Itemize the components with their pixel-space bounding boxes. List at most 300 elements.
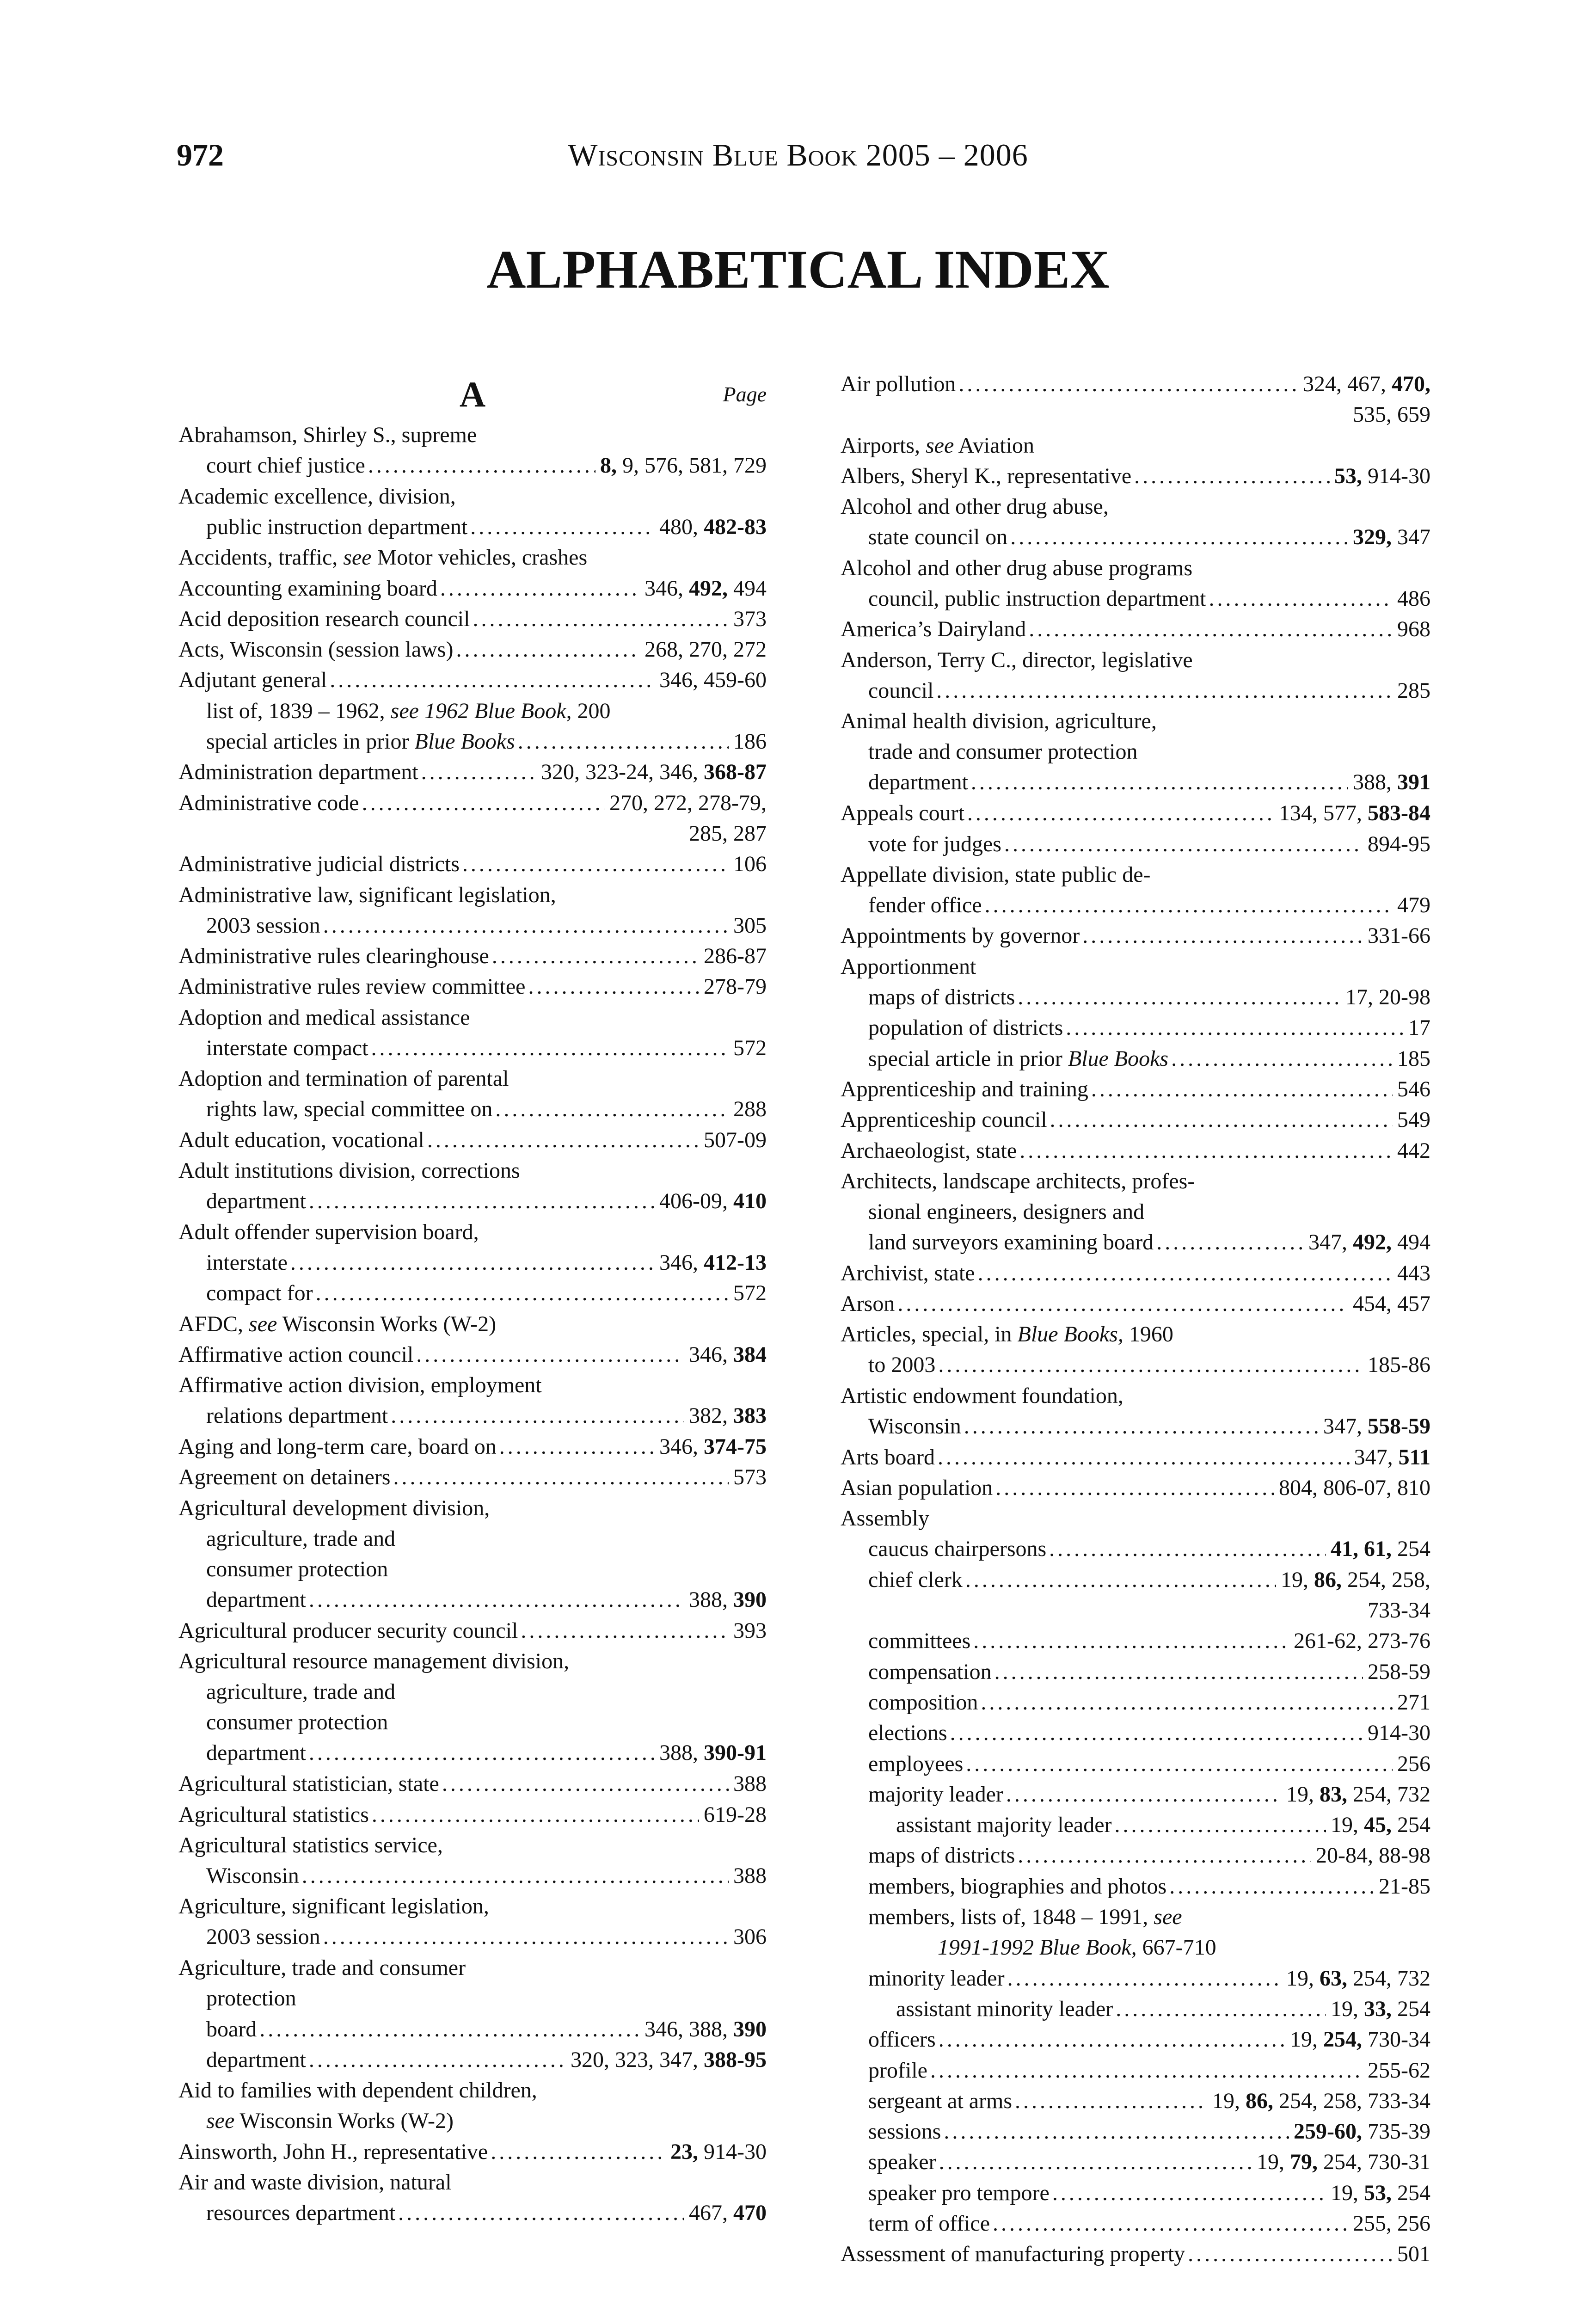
page-refs bbox=[699, 1125, 767, 1156]
entry-label bbox=[206, 1738, 309, 1768]
index-subentry bbox=[841, 982, 1430, 1013]
page-ref: 494 bbox=[728, 576, 767, 601]
entry-text: Administrative judicial districts bbox=[178, 852, 460, 877]
page-ref: 254, 258, bbox=[1342, 1567, 1430, 1592]
entry-label bbox=[178, 1616, 521, 1646]
page-refs bbox=[729, 1462, 767, 1493]
entry-italic-text: 1991-1992 Blue Book, bbox=[938, 1935, 1137, 1960]
page-ref: 254 bbox=[1392, 1996, 1430, 2021]
entry-line bbox=[178, 1125, 767, 1156]
page-refs bbox=[1393, 890, 1430, 921]
entry-line bbox=[841, 369, 1430, 400]
page-ref: 254 bbox=[1392, 1537, 1430, 1562]
entry-line bbox=[178, 1002, 767, 1033]
page-ref: 278-79 bbox=[704, 974, 767, 999]
page-ref: 479 bbox=[1397, 892, 1430, 917]
dot-leader bbox=[473, 604, 729, 634]
entry-line bbox=[841, 1932, 1430, 1963]
entry-line bbox=[841, 1136, 1430, 1166]
entry-text: Agricultural producer security council bbox=[178, 1618, 518, 1643]
page-ref: 480, bbox=[659, 514, 704, 539]
dot-leader bbox=[985, 890, 1393, 921]
dot-leader bbox=[971, 767, 1348, 798]
page-ref: 347, bbox=[1323, 1414, 1368, 1439]
dot-leader bbox=[1169, 1871, 1374, 1902]
entry-label bbox=[841, 1136, 1019, 1166]
dot-leader bbox=[938, 1442, 1350, 1473]
entry-text: Wisconsin bbox=[868, 1414, 961, 1439]
page-ref: 546 bbox=[1397, 1076, 1430, 1101]
page-ref: 21-85 bbox=[1379, 1874, 1430, 1899]
entry-text: Anderson, Terry C., director, legislative bbox=[841, 647, 1193, 672]
index-subentry bbox=[841, 1840, 1430, 1871]
entry-label bbox=[178, 604, 473, 634]
page-ref: 388, bbox=[689, 1587, 733, 1612]
entry-label bbox=[178, 1005, 470, 1030]
entry-line bbox=[841, 1105, 1430, 1135]
entry-line bbox=[178, 1983, 767, 2014]
entry-text: Artistic endowment foundation, bbox=[841, 1383, 1123, 1408]
index-entry bbox=[178, 665, 767, 695]
dot-leader bbox=[1010, 522, 1348, 553]
page-ref: 186 bbox=[733, 729, 767, 754]
entry-label bbox=[206, 726, 518, 757]
dot-leader bbox=[1082, 921, 1363, 951]
page-ref: 19, bbox=[1331, 1813, 1364, 1838]
entry-label bbox=[841, 369, 958, 400]
entry-label bbox=[178, 1158, 520, 1183]
page-ref: 393 bbox=[733, 1618, 767, 1643]
index-entry bbox=[841, 461, 1430, 492]
index-entry bbox=[178, 880, 767, 941]
page-ref: 19, bbox=[1331, 2180, 1364, 2205]
entry-label bbox=[206, 1679, 395, 1704]
index-subentry bbox=[841, 1810, 1430, 1840]
page-refs bbox=[1348, 2208, 1430, 2239]
entry-line bbox=[841, 2178, 1430, 2208]
page-ref-major: 470, bbox=[1392, 372, 1430, 396]
entry-label bbox=[868, 2178, 1052, 2208]
entry-label bbox=[206, 2045, 309, 2075]
dot-leader bbox=[309, 1738, 655, 1768]
entry-text: Appellate division, state public de- bbox=[841, 862, 1151, 887]
page-ref: 254, 732 bbox=[1347, 1966, 1430, 1991]
entry-italic-text: Blue Books bbox=[1068, 1046, 1169, 1071]
index-entry bbox=[841, 1074, 1430, 1105]
dot-leader bbox=[1018, 982, 1341, 1013]
entry-italic-text: see bbox=[206, 2109, 235, 2134]
page-refs bbox=[1350, 1442, 1430, 1473]
entry-text: Architects, landscape architects, profes- bbox=[841, 1168, 1195, 1193]
entry-text: department bbox=[206, 1587, 306, 1612]
index-entry bbox=[841, 1136, 1430, 1166]
entry-label bbox=[178, 573, 440, 604]
index-subentry bbox=[178, 2045, 767, 2075]
dot-leader bbox=[462, 849, 729, 879]
entry-line bbox=[178, 1738, 767, 1768]
index-entry bbox=[841, 492, 1430, 553]
entry-label bbox=[178, 1432, 499, 1462]
page-refs bbox=[1348, 1289, 1430, 1319]
entry-label bbox=[178, 1462, 393, 1493]
page-ref: 286-87 bbox=[704, 944, 767, 969]
dot-leader bbox=[1171, 1044, 1393, 1074]
page-refs bbox=[1393, 1136, 1430, 1166]
entry-label bbox=[206, 2109, 454, 2133]
page-ref-major: 33, bbox=[1364, 1996, 1392, 2021]
index-entry bbox=[841, 706, 1430, 798]
page-ref: 17, 20-98 bbox=[1345, 985, 1430, 1009]
entry-text: Aging and long-term care, board on bbox=[178, 1434, 497, 1459]
page-refs bbox=[1304, 1227, 1430, 1258]
entry-text: rights law, special committee on bbox=[206, 1097, 493, 1122]
index-entry bbox=[178, 1156, 767, 1217]
entry-line bbox=[841, 522, 1430, 553]
page-refs bbox=[729, 1094, 767, 1125]
entry-text: department bbox=[206, 2047, 306, 2072]
entry-text: term of office bbox=[868, 2211, 990, 2236]
entry-text: committees bbox=[868, 1629, 971, 1654]
index-subentry bbox=[178, 1278, 767, 1309]
entry-line bbox=[841, 1963, 1430, 1994]
entry-line bbox=[841, 798, 1430, 829]
index-subentry bbox=[841, 1871, 1430, 1902]
entry-label bbox=[868, 522, 1010, 553]
entry-italic-text: see 1962 Blue Book, bbox=[390, 698, 572, 723]
dot-leader bbox=[1007, 1963, 1282, 1994]
entry-text: Assessment of manufacturing property bbox=[841, 2242, 1185, 2267]
entry-italic-text: Blue Books, bbox=[1017, 1322, 1123, 1347]
entry-text: Adjutant general bbox=[178, 668, 327, 693]
entry-text: Ainsworth, John H., representative bbox=[178, 2139, 488, 2164]
page-ref-major: 384 bbox=[733, 1342, 767, 1367]
entry-label bbox=[868, 1749, 966, 1779]
dot-leader bbox=[994, 1657, 1363, 1687]
entry-line bbox=[178, 420, 767, 450]
page-refs bbox=[1330, 461, 1430, 492]
page-ref: 254, 730-31 bbox=[1318, 2150, 1430, 2175]
entry-line bbox=[178, 1493, 767, 1524]
page-ref: 270, 272, 278-79, bbox=[609, 790, 767, 815]
page-ref: 20-84, 88-98 bbox=[1316, 1843, 1430, 1868]
page-ref: 258-59 bbox=[1368, 1659, 1430, 1684]
entry-line bbox=[178, 880, 767, 910]
page-ref: 254 bbox=[1392, 2180, 1430, 2205]
entry-text: speaker bbox=[868, 2150, 936, 2175]
entry-label bbox=[178, 1312, 496, 1336]
entry-label bbox=[178, 1373, 542, 1397]
entry-text: to 2003 bbox=[868, 1353, 936, 1377]
dot-leader bbox=[309, 1186, 655, 1217]
entry-label bbox=[841, 1258, 978, 1289]
entry-text: agriculture, trade and bbox=[206, 1679, 396, 1704]
page-ref: 347, bbox=[1308, 1230, 1353, 1254]
entry-text: America’s Dairyland bbox=[841, 617, 1026, 642]
entry-text: Agriculture, significant legislation, bbox=[178, 1894, 489, 1919]
entry-text: Apprenticeship council bbox=[841, 1107, 1047, 1132]
entry-line bbox=[178, 1340, 767, 1370]
entry-label bbox=[206, 2198, 398, 2228]
index-subentry bbox=[841, 1013, 1430, 1043]
index-entry bbox=[178, 2167, 767, 2228]
entry-text: fender office bbox=[868, 892, 982, 917]
entry-text: Agriculture, trade and consumer bbox=[178, 1955, 466, 1980]
entry-label bbox=[178, 788, 362, 818]
dot-leader bbox=[1209, 584, 1393, 614]
entry-text: Alcohol and other drug abuse, bbox=[841, 494, 1109, 519]
entry-text: AFDC, bbox=[178, 1311, 249, 1336]
dot-leader bbox=[259, 2014, 640, 2045]
index-entry bbox=[841, 2239, 1430, 2269]
entry-line bbox=[178, 726, 767, 757]
entry-text: Aid to families with dependent children, bbox=[178, 2078, 537, 2103]
index-subentry bbox=[841, 829, 1430, 860]
entry-text: Agricultural statistician, state bbox=[178, 1771, 439, 1796]
entry-text: elections bbox=[868, 1721, 947, 1746]
entry-text: sessions bbox=[868, 2119, 941, 2144]
entry-text: maps of districts bbox=[868, 1843, 1015, 1868]
entry-line bbox=[841, 2055, 1430, 2086]
entry-line bbox=[841, 461, 1430, 492]
page-ref: 572 bbox=[733, 1035, 767, 1060]
entry-label bbox=[868, 2086, 1015, 2116]
entry-line bbox=[178, 1432, 767, 1462]
index-subentry bbox=[841, 1718, 1430, 1748]
entry-text: Agricultural statistics service, bbox=[178, 1832, 443, 1857]
page-refs bbox=[640, 573, 767, 604]
entry-text: consumer protection bbox=[206, 1556, 388, 1581]
page-ref-major: 410 bbox=[733, 1189, 767, 1214]
page-refs bbox=[1326, 1810, 1430, 1840]
index-title: ALPHABETICAL INDEX bbox=[486, 239, 1110, 300]
entry-line bbox=[841, 1565, 1430, 1595]
entry-line bbox=[841, 2116, 1430, 2147]
page-ref: 254, 732 bbox=[1347, 1782, 1430, 1807]
entry-line bbox=[178, 2137, 767, 2167]
page-refs bbox=[684, 1340, 767, 1370]
index-entry bbox=[178, 1217, 767, 1278]
dot-leader bbox=[936, 676, 1393, 706]
page-refs bbox=[1285, 2024, 1430, 2055]
page-refs bbox=[1393, 1105, 1430, 1135]
page-refs bbox=[1282, 1779, 1430, 1810]
dot-leader bbox=[995, 1473, 1274, 1503]
entry-text: Motor vehicles, crashes bbox=[371, 545, 588, 570]
index-subentry bbox=[841, 1044, 1430, 1074]
dot-leader bbox=[930, 2055, 1363, 2086]
page-refs bbox=[1393, 614, 1430, 645]
page-ref-major: 53, bbox=[1334, 463, 1363, 488]
index-subentry bbox=[841, 1657, 1430, 1687]
entry-label bbox=[868, 1411, 964, 1442]
entry-label bbox=[841, 954, 976, 979]
entry-text: resources department bbox=[206, 2201, 396, 2226]
entry-text: employees bbox=[868, 1751, 964, 1776]
entry-text: Accidents, traffic, bbox=[178, 545, 344, 570]
dot-leader bbox=[309, 2045, 566, 2075]
dot-leader bbox=[518, 726, 729, 757]
entry-label bbox=[206, 699, 611, 723]
entry-line bbox=[841, 921, 1430, 951]
entry-label bbox=[178, 1833, 443, 1857]
entry-text: Air pollution bbox=[841, 372, 956, 396]
entry-line bbox=[841, 1227, 1430, 1258]
entry-label bbox=[841, 2239, 1188, 2269]
dot-leader bbox=[993, 2208, 1348, 2239]
page-refs bbox=[1208, 2086, 1430, 2116]
entry-text: interstate compact bbox=[206, 1035, 368, 1060]
entry-label bbox=[178, 1496, 490, 1520]
page-refs bbox=[729, 1033, 767, 1064]
page-refs bbox=[1298, 369, 1430, 400]
entry-label bbox=[868, 1657, 994, 1687]
page-refs bbox=[1289, 2116, 1430, 2147]
index-entry bbox=[178, 1769, 767, 1799]
index-entry bbox=[841, 1442, 1430, 1473]
index-entry bbox=[841, 1473, 1430, 1503]
dot-leader bbox=[372, 1800, 699, 1830]
entry-line bbox=[178, 1524, 767, 1554]
page-ref-major: 388-95 bbox=[704, 2047, 767, 2072]
entry-label bbox=[178, 972, 528, 1002]
page-ref: 271 bbox=[1397, 1690, 1430, 1715]
index-subentry bbox=[841, 1687, 1430, 1718]
entry-line bbox=[178, 1217, 767, 1248]
page-ref-major: 63, bbox=[1320, 1966, 1347, 1991]
entry-line bbox=[841, 430, 1430, 461]
page-ref: 254, 258, 733-34 bbox=[1273, 2088, 1430, 2113]
entry-label bbox=[206, 1922, 323, 1952]
dot-leader bbox=[302, 1861, 729, 1891]
page-ref-major: 79, bbox=[1290, 2150, 1318, 2175]
index-entry bbox=[841, 798, 1430, 829]
entry-line bbox=[178, 1769, 767, 1799]
page-ref-major: 383 bbox=[733, 1403, 767, 1428]
dot-leader bbox=[521, 1616, 729, 1646]
entry-label bbox=[206, 512, 470, 542]
entry-label bbox=[868, 829, 1004, 860]
entry-label bbox=[206, 2014, 259, 2045]
entry-text: Appeals court bbox=[841, 801, 964, 826]
entry-label bbox=[868, 1871, 1169, 1902]
page-ref-major: 83, bbox=[1320, 1782, 1347, 1807]
page-refs bbox=[655, 1738, 767, 1768]
page-refs bbox=[1363, 1718, 1430, 1748]
entry-label bbox=[896, 1810, 1115, 1840]
index-entry bbox=[178, 634, 767, 665]
page-ref-major: 390 bbox=[733, 1587, 767, 1612]
dot-leader bbox=[416, 1340, 684, 1370]
entry-line bbox=[841, 1749, 1430, 1779]
entry-text: Albers, Sheryl K., representative bbox=[841, 463, 1132, 488]
dot-leader bbox=[323, 1922, 729, 1952]
entry-line bbox=[841, 767, 1430, 798]
entry-text: Administrative code bbox=[178, 790, 359, 815]
entry-line bbox=[841, 1013, 1430, 1043]
entry-line bbox=[841, 1902, 1430, 1932]
entry-label bbox=[178, 423, 477, 447]
dot-leader bbox=[965, 1565, 1276, 1595]
entry-text: Asian population bbox=[841, 1475, 993, 1500]
page-refs bbox=[1326, 1994, 1430, 2024]
index-entry bbox=[178, 941, 767, 972]
index-subentry bbox=[841, 2116, 1430, 2147]
index-entry bbox=[178, 1953, 767, 2014]
entry-text: 2003 session bbox=[206, 913, 320, 938]
page-refs bbox=[1404, 1013, 1430, 1043]
index-entry bbox=[178, 1002, 767, 1064]
entry-text: compensation bbox=[868, 1659, 992, 1684]
entry-label bbox=[178, 1125, 427, 1156]
index-entry bbox=[841, 430, 1430, 461]
entry-label bbox=[206, 1710, 388, 1734]
dot-leader bbox=[958, 369, 1298, 400]
index-subentry bbox=[841, 2024, 1430, 2055]
entry-line bbox=[178, 2075, 767, 2106]
index-entry bbox=[841, 1289, 1430, 1319]
index-entry bbox=[178, 1646, 767, 1768]
entry-line bbox=[841, 1871, 1430, 1902]
entry-italic-text: see bbox=[1154, 1905, 1182, 1929]
entry-line bbox=[178, 1401, 767, 1431]
entry-line bbox=[178, 849, 767, 879]
page-refs bbox=[1326, 2178, 1430, 2208]
entry-label bbox=[178, 1769, 442, 1799]
page-refs bbox=[1348, 767, 1430, 798]
entry-label bbox=[841, 798, 967, 829]
index-subentry bbox=[841, 1565, 1430, 1626]
entry-line bbox=[178, 1309, 767, 1340]
page-ref: 305 bbox=[733, 913, 767, 938]
entry-line bbox=[178, 788, 767, 818]
page-number: 972 bbox=[177, 137, 224, 172]
entry-text: caucus chairpersons bbox=[868, 1537, 1047, 1562]
dot-leader bbox=[1066, 1013, 1404, 1043]
index-entry bbox=[178, 1493, 767, 1615]
page-ref: 347 bbox=[1392, 525, 1430, 550]
entry-line bbox=[841, 1503, 1430, 1534]
entry-label bbox=[206, 1033, 371, 1064]
page-ref-major: 390-91 bbox=[704, 1740, 767, 1765]
page-ref: 106 bbox=[733, 852, 767, 877]
entry-label bbox=[868, 2147, 939, 2177]
entry-label bbox=[868, 1227, 1156, 1258]
entry-label bbox=[178, 634, 456, 665]
index-subentry bbox=[841, 2086, 1430, 2116]
dot-leader bbox=[491, 2137, 666, 2167]
section-heading bbox=[178, 374, 767, 415]
page-ref: 19, bbox=[1257, 2150, 1290, 2175]
entry-label bbox=[178, 1340, 416, 1370]
entry-label bbox=[206, 1094, 495, 1125]
dot-leader bbox=[290, 1248, 655, 1278]
dot-leader bbox=[966, 1749, 1393, 1779]
index-entry bbox=[841, 1258, 1430, 1289]
index-subentry bbox=[178, 726, 767, 757]
index-entry bbox=[178, 1891, 767, 1952]
page-ref: 507-09 bbox=[704, 1127, 767, 1152]
page-ref: 9, 576, 581, 729 bbox=[617, 453, 767, 478]
entry-text: consumer protection bbox=[206, 1710, 388, 1734]
entry-text: interstate bbox=[206, 1250, 288, 1275]
entry-line bbox=[841, 492, 1430, 522]
page-ref-major: 492, bbox=[689, 576, 728, 601]
index-entry bbox=[841, 1381, 1430, 1442]
page-refs bbox=[655, 1248, 767, 1278]
page-ref: 261-62, 273-76 bbox=[1294, 1629, 1430, 1654]
entry-label bbox=[868, 2024, 939, 2055]
entry-label bbox=[841, 1442, 938, 1473]
